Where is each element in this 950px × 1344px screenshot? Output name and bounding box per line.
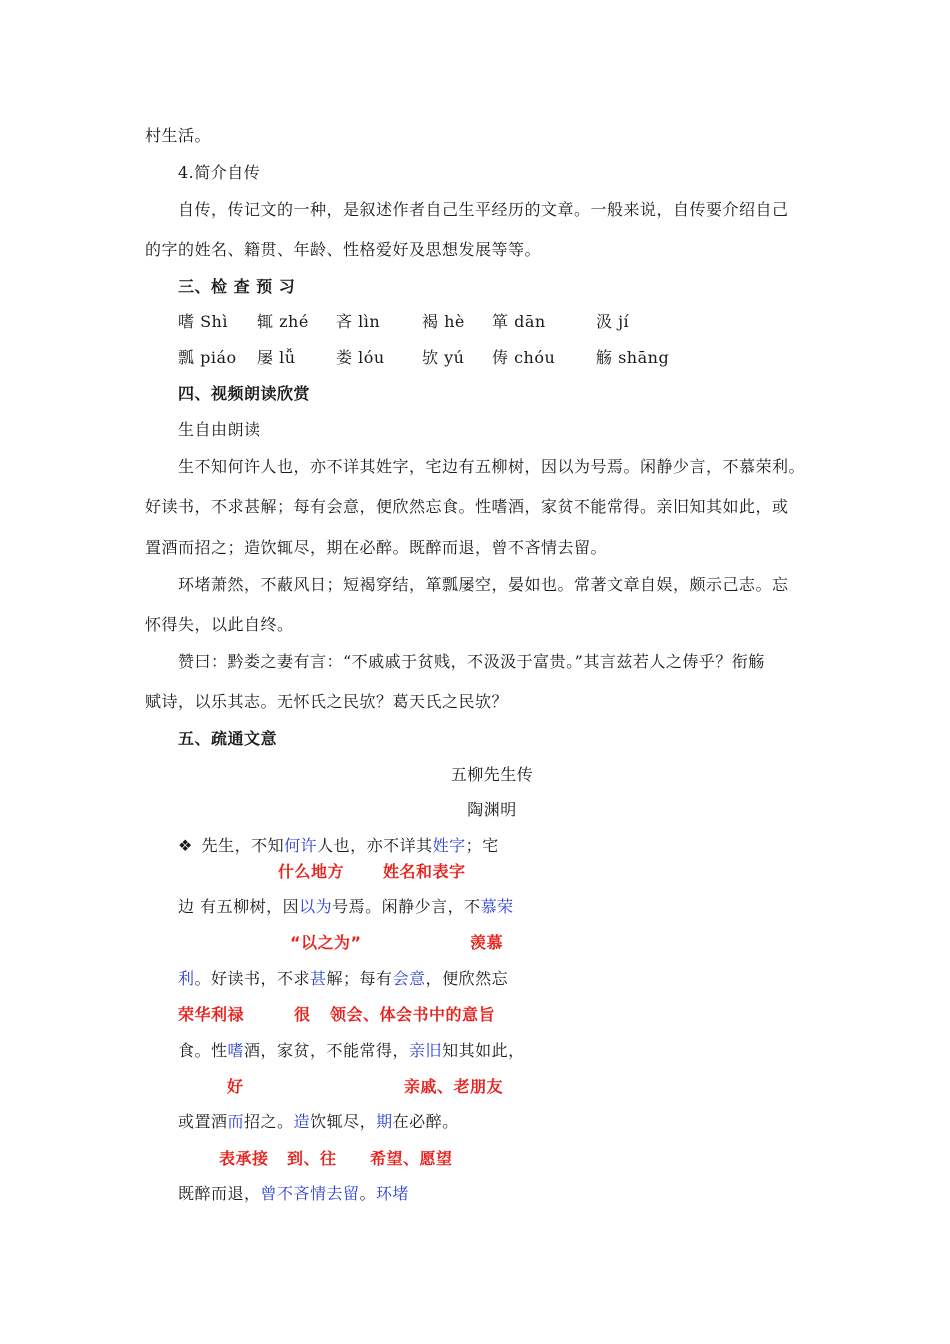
paragraph-line: 赞曰：黔娄之妻有言：“不戚戚于贫贱，不汲汲于富贵。”其言兹若人之俦乎？衔觞	[178, 652, 765, 671]
keyword: 姓字	[432, 836, 466, 855]
text-segment: 招之。	[244, 1112, 294, 1131]
vocab-item: 俦 chóu	[492, 348, 556, 367]
text-line: 村生活。	[145, 126, 212, 145]
poem-title: 五柳先生传	[450, 765, 534, 784]
annotated-line	[178, 1184, 409, 1204]
vocab-item: 汲 jí	[596, 312, 630, 331]
keyword: 会意	[392, 969, 426, 988]
keyword: 嗜	[227, 1041, 245, 1060]
keyword: 造	[293, 1112, 311, 1131]
annotated-line	[178, 897, 514, 917]
annotation: 很	[294, 1005, 311, 1024]
text-segment: 食。性	[178, 1041, 228, 1060]
bullet-icon: ❖	[178, 836, 193, 855]
keyword: 环堵	[376, 1184, 410, 1203]
heading-4: 4.简介自传	[178, 163, 261, 182]
keyword: 何许	[284, 836, 318, 855]
paragraph-line: 置酒而招之；造饮辄尽，期在必醉。既醉而退，曾不吝情去留。	[145, 538, 608, 557]
annotation: 亲戚、老朋友	[404, 1077, 504, 1096]
section-heading: 四、视频朗读欣赏	[178, 384, 311, 403]
annotation: 什么地方	[278, 862, 345, 881]
paragraph-line: 好读书，不求甚解；每有会意，便欣然忘食。性嗜酒，家贫不能常得。亲旧知其如此，或	[145, 497, 789, 516]
poem-author: 陶渊明	[467, 800, 517, 819]
keyword: 甚	[310, 969, 327, 988]
text-segment: 。	[359, 1184, 377, 1203]
annotated-line	[178, 969, 508, 989]
paragraph-line: 赋诗，以乐其志。无怀氏之民欤？葛天氏之民欤？	[145, 692, 509, 711]
paragraph-line: 生不知何许人也，亦不详其姓字，宅边有五柳树，因以为号焉。闲静少言，不慕荣利。	[178, 457, 806, 476]
annotation: 羡慕	[470, 933, 504, 952]
keyword: 亲旧	[409, 1041, 443, 1060]
keyword: 期	[376, 1112, 393, 1131]
annotated-line	[178, 836, 499, 856]
keyword: 曾不吝情去留	[260, 1184, 360, 1203]
vocab-item: 觞 shāng	[596, 348, 670, 367]
text-segment: 知其如此，	[442, 1041, 525, 1060]
text-segment: 边 有五柳树，因	[178, 897, 300, 916]
text-segment: 酒，家贫，不能常得，	[244, 1041, 410, 1060]
vocab-item: 欤 yú	[422, 348, 465, 367]
text-segment: 既醉而退，	[178, 1184, 261, 1203]
annotation: 好	[227, 1077, 244, 1096]
keyword: 以为	[299, 897, 333, 916]
text-segment: 先生，不知	[201, 836, 285, 855]
annotation: 表承接	[219, 1149, 269, 1168]
vocab-item: 娄 lóu	[336, 348, 385, 367]
section-heading: 三、检 查 预 习	[178, 277, 296, 296]
annotated-line	[178, 1041, 525, 1061]
paragraph-line: 环堵萧然，不蔽风日；短褐穿结，箪瓢屡空，晏如也。常著文章自娱，颇示己志。忘	[178, 575, 789, 594]
text-segment: 在必醉。	[392, 1112, 459, 1131]
keyword: 慕荣	[480, 897, 514, 916]
text-segment: 饮辄尽，	[310, 1112, 377, 1131]
text-segment: ；宅	[465, 836, 499, 855]
vocab-item: 辄 zhé	[257, 312, 309, 331]
vocab-item: 吝 lìn	[336, 312, 381, 331]
annotation: 荣华利禄	[178, 1005, 245, 1024]
vocab-item: 褐 hè	[422, 312, 465, 331]
text-segment: 号焉。闲静少言，不	[332, 897, 481, 916]
vocab-item: 屡 lǚ	[257, 348, 296, 367]
paragraph-line: 自传，传记文的一种，是叙述作者自己生平经历的文章。一般来说，自传要介绍自己	[178, 200, 789, 219]
text-line: 生自由朗读	[178, 420, 261, 439]
annotation: 到、往	[287, 1149, 337, 1168]
text-segment: ，便欣然忘	[425, 969, 509, 988]
vocab-item: 箪 dān	[492, 312, 546, 331]
text-segment: 解；每有	[326, 969, 393, 988]
keyword: 利	[178, 969, 195, 988]
annotation: “以之为”	[290, 933, 362, 952]
annotated-line	[178, 1112, 459, 1132]
annotation: 希望、愿望	[370, 1149, 453, 1168]
section-heading: 五、疏通文意	[178, 729, 278, 748]
text-segment: 。好读书，不求	[194, 969, 311, 988]
text-segment: 人也，亦不详其	[317, 836, 433, 855]
paragraph-line: 的字的姓名、籍贯、年龄、性格爱好及思想发展等等。	[145, 240, 542, 259]
annotation: 领会、体会书中的意旨	[330, 1005, 496, 1024]
text-segment: 或置酒	[178, 1112, 228, 1131]
vocab-item: 嗜 Shì	[178, 312, 228, 331]
keyword: 而	[227, 1112, 245, 1131]
paragraph-line: 怀得失，以此自终。	[145, 615, 294, 634]
annotation: 姓名和表字	[383, 862, 466, 881]
vocab-item: 瓢 piáo	[178, 348, 237, 367]
